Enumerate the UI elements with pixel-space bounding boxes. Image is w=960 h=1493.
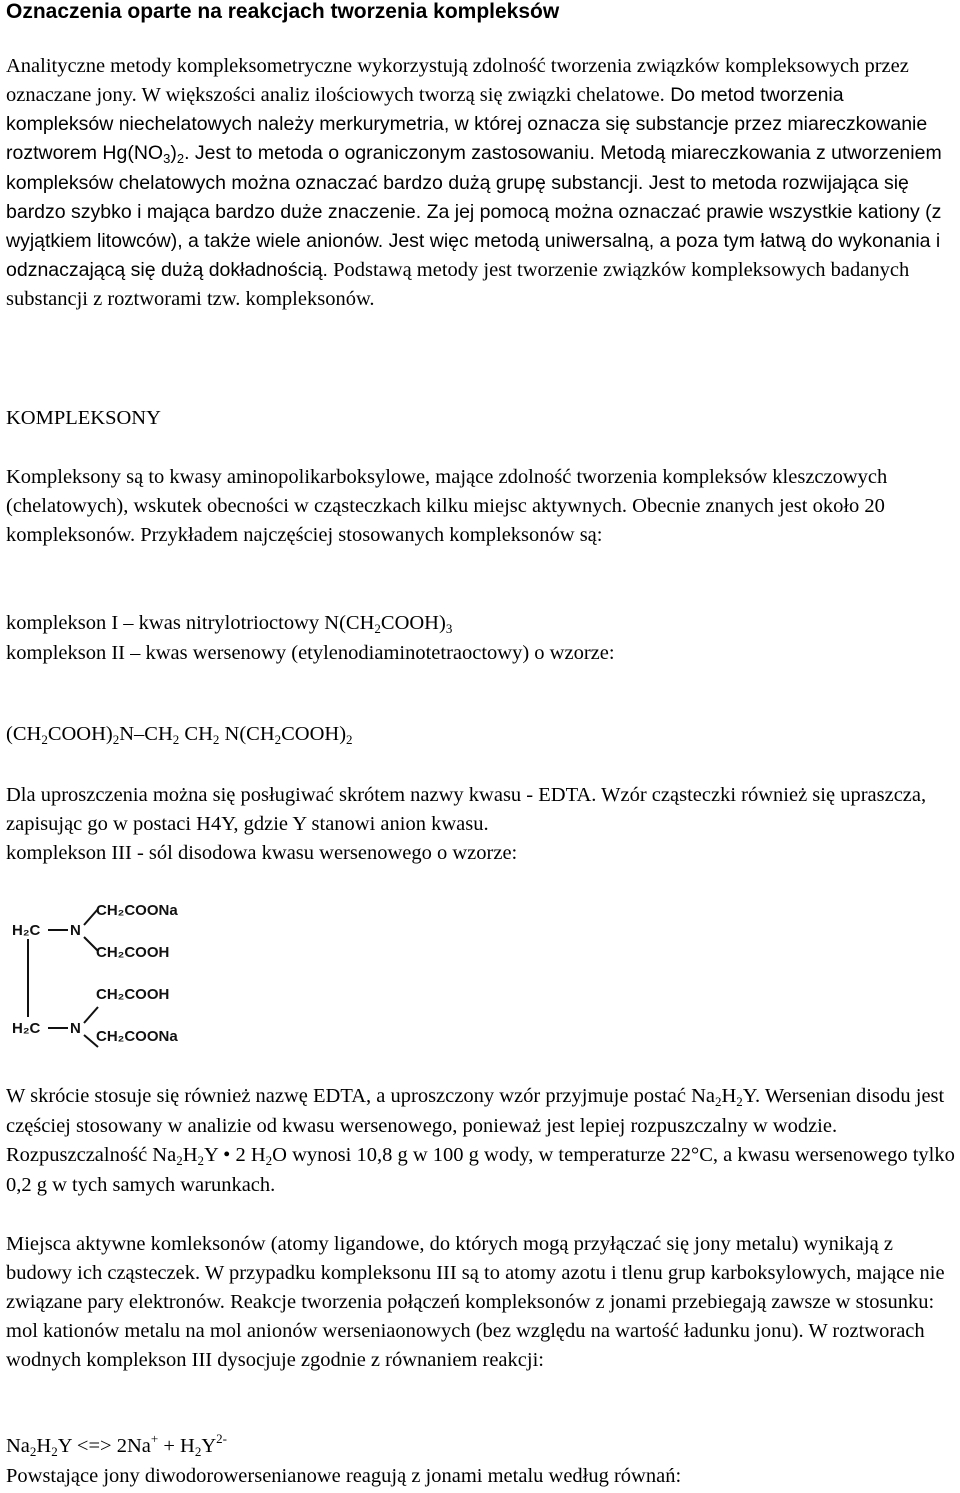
edta-formula: $(CH_2COOH)_2N-CH_2$ $CH_2$ $N(CH_2COOH)_2$ — [6, 723, 353, 747]
ch2cooh-bottom: CH₂COOH — [96, 986, 170, 1003]
komplekson-3: komplekson III - sól disodowa kwasu wersenowego o wzorze: — [6, 842, 518, 864]
komplekson-2: komplekson II – kwas wersenowy (etylenodiaminotetraoctowy) o wzorze: — [6, 642, 615, 664]
h2c-label-top: H₂C — [12, 922, 41, 939]
dissociation-equation-block — [6, 1432, 956, 1491]
edta-short-paragraph: W skrócie stosuje się również nazwę EDTA, a uproszczony wzór przyjmuje postać $Na_2H_2Y$. Wersenian disodu jest częściej stosowany w analizie od kwasu wersenowego, ponieważ jest lepiej rozpuszczalny w wodzie. Rozpuszczalność $Na_2H_2Y$ • 2 $H_2O$ wynosi 10,8 g w 100 g wody, w temperaturze 22°C, a kwasu wersenowego tylko 0,2 g w tych samych warunkach. — [6, 1085, 955, 1196]
section-heading-kompleksony: KOMPLEKSONY — [6, 407, 161, 429]
dissociation-equation: $Na_2H_2Y$ <=> $2Na^+ + H_2Y^{2-}$ — [6, 1431, 227, 1459]
nitrogen-bottom: N — [70, 1020, 81, 1037]
ch2coona-bottom: CH₂COONa — [96, 1028, 178, 1045]
document-page — [0, 0, 960, 24]
active-sites-paragraph: Miejsca aktywne komleksonów (atomy ligandowe, do których mogą przyłączać się jony metalu) wynikają z budowy ich cząsteczek. W przypadku kompleksonu III są to atomy azotu i tlenu grup karboksylowych, mające nie związane pary elektronów. Reakcje tworzenia połączeń kompleksonów z jonami przebiegają zawsze w stosunku: mol kationów metalu na mol anionów werseniaonowych (bez względu na wartość ładunku jonu). W roztworach wodnych komplekson III dysocjuje zgodnie z równaniem reakcji: — [6, 1233, 945, 1371]
komplekson-1: komplekson I – kwas nitrylotrioctowy $N(CH_2COOH)_3$ — [6, 612, 453, 636]
kompleksony-paragraph: Kompleksony są to kwasy aminopolikarboksylowe, mające zdolność tworzenia kompleksów kleszczowych (chelatowych), wskutek obecności w cząsteczkach kilku miejsc aktywnych. Obecnie znanych jest około 20 kompleksonów. Przykładem najczęściej stosowanych kompleksonów są: — [6, 466, 888, 546]
ch2coona-top: CH₂COONa — [96, 902, 178, 919]
intro-sentence-1: Analityczne metody kompleksometryczne wykorzystują zdolność tworzenia związków kompleksowych przez oznaczane jony. W większości analiz ilościowych tworzą się związki chelatowe. — [6, 55, 909, 106]
page-title: Oznaczenia oparte na reakcjach tworzenia kompleksów — [6, 0, 560, 23]
h2c-label-bottom: H₂C — [12, 1020, 41, 1037]
intro-sentence-2: Do metod tworzenia kompleksów niechelatowych należy merkurymetria, w której oznacza się substancje przez miareczkowanie roztworem $Hg(NO_3)_2$. Jest to metoda o ograniczonym zastosowaniu. Metodą miareczkowania z utworzeniem kompleksów chelatowych można oznaczać bardzo dużą grupę substancji. Jest to metoda rozwijająca się bardzo szybko i mająca bardzo duże znaczenie. Za jej pomocą można oznaczać prawie wszystkie kationy (z wyjątkiem litowców), a także wiele anionów. Jest więc metodą uniwersalną, a poza tym łatwą do wykonania i odznaczającą się dużą dokładnością. — [6, 84, 942, 281]
nitrogen-top: N — [70, 922, 81, 939]
komplekson-list — [6, 609, 956, 668]
ch2cooh-top: CH₂COOH — [96, 944, 170, 961]
closing-line: Powstające jony diwodorowersenianowe reagują z jonami metalu według równań: — [6, 1465, 682, 1487]
intro-sentence-4: Podstawą metody jest tworzenie związków kompleksowych badanych substancji z roztworami tzw. kompleksonów. — [6, 259, 910, 310]
edta-paragraph: Dla uproszczenia można się posługiwać skrótem nazwy kwasu - EDTA. Wzór cząsteczki również się upraszcza, zapisując go w postaci H4Y, gdzie Y stanowi anion kwasu. komplekson III - sól disodowa kwasu wersenowego o wzorze: — [6, 784, 927, 864]
komplekson-iii-structure — [8, 893, 218, 1053]
intro-paragraph — [6, 52, 956, 314]
